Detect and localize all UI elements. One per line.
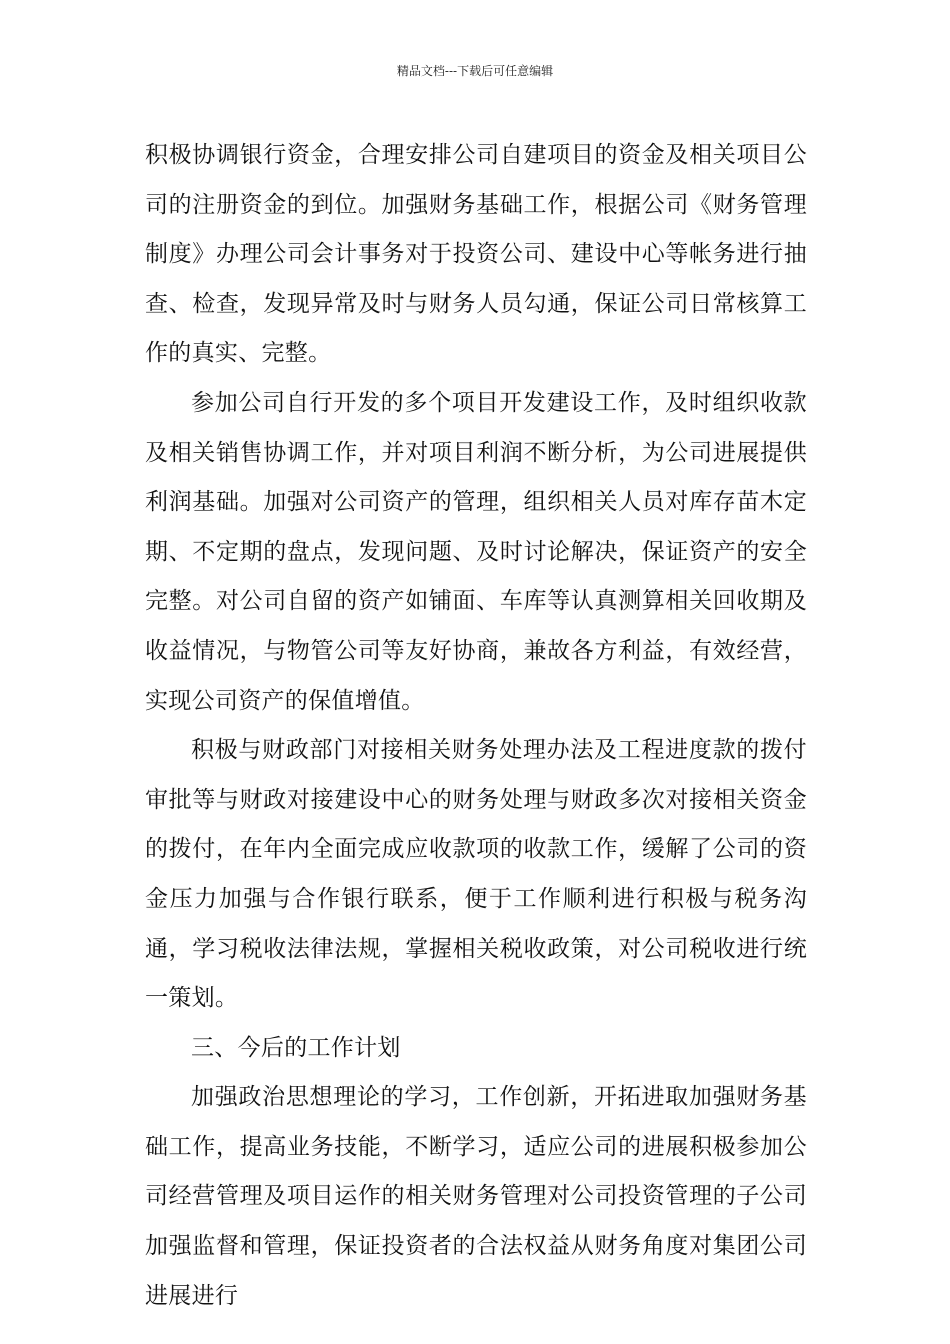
page-header: 精品文档---下载后可任意编辑 xyxy=(396,64,554,78)
section-heading-future-plan: 三、今后的工作计划 xyxy=(191,1034,401,1061)
paragraph-political-study: 加强政治思想理论的学习，工作创新，开拓进取加强财务基础工作，提高业务技能，不断学习，适应公司的进展积极参加公司经营管理及项目运作的相关财务管理对公司投资管理的子公司加强监督和管理，保证投资者的合法权益从财务角度对集团公司进展进行 xyxy=(145,1084,807,1309)
paragraph-project-development: 参加公司自行开发的多个项目开发建设工作，及时组织收款及相关销售协调工作，并对项目利润不断分析，为公司进展提供利润基础。加强对公司资产的管理，组织相关人员对库存苗木定期、不定期的盘点，发现问题、及时讨论解决，保证资产的安全完整。对公司自留的资产如铺面、车库等认真测算相关回收期及收益情况，与物管公司等友好协商，兼故各方利益，有效经营，实现公司资产的保值增值。 xyxy=(145,389,807,714)
document-body xyxy=(145,131,807,1321)
paragraph-finance-department: 积极与财政部门对接相关财务处理办法及工程进度款的拨付审批等与财政对接建设中心的财务处理与财政多次对接相关资金的拨付，在年内全面完成应收款项的收款工作，缓解了公司的资金压力加强与合作银行联系，便于工作顺利进行积极与税务沟通，学习税收法律法规，掌握相关税收政策，对公司税收进行统一策划。 xyxy=(145,737,807,1012)
paragraph-bank-funds: 积极协调银行资金，合理安排公司自建项目的资金及相关项目公司的注册资金的到位。加强财务基础工作，根据公司《财务管理制度》办理公司会计事务对于投资公司、建设中心等帐务进行抽查、检查，发现异常及时与财务人员勾通，保证公司日常核算工作的真实、完整。 xyxy=(145,142,807,367)
